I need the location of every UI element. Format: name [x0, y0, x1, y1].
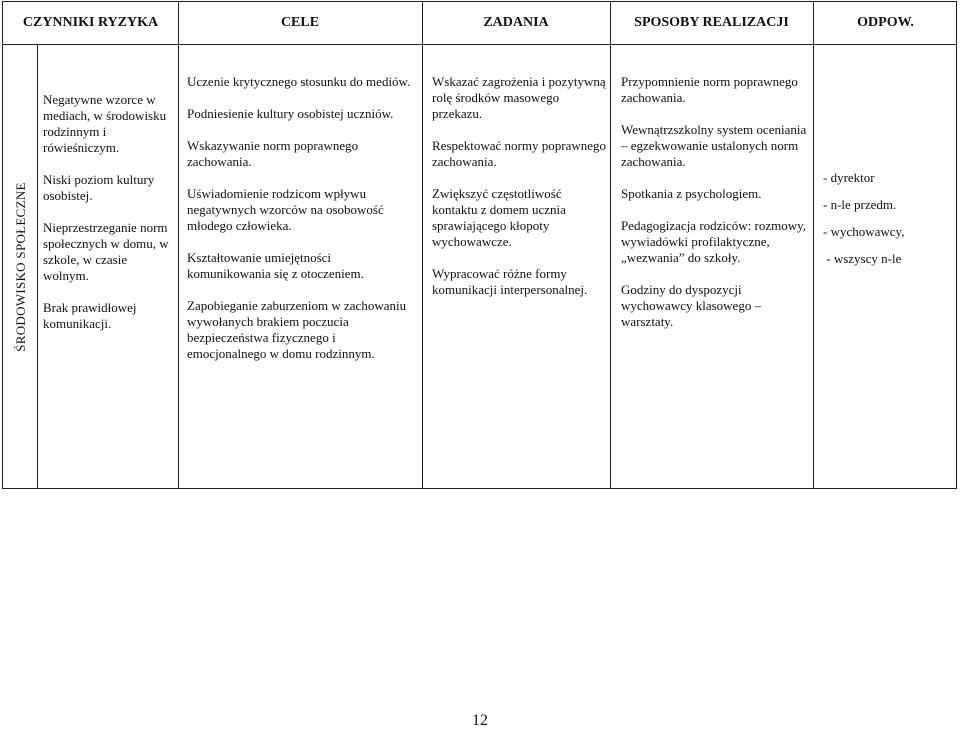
- row-label-text: ŚRODOWISKO SPOŁECZNE: [12, 181, 28, 352]
- plan-table: [2, 1, 957, 489]
- responsible-item: - n-le przedm.: [823, 197, 897, 212]
- responsible-item: - dyrektor: [823, 170, 875, 185]
- task-item: Wypracować różne formy komunikacji interpersonalnej.: [432, 266, 588, 297]
- column-divider-4: [813, 2, 814, 488]
- risk-factor-item: Nieprzestrzeganie norm społecznych w domu, w szkole, w czasie wolnym.: [43, 220, 169, 283]
- header-risk-factors: CZYNNIKI RYZYKA: [22, 15, 159, 30]
- tasks-cell: [432, 74, 606, 298]
- header-responsible: ODPOW.: [857, 15, 914, 30]
- responsible-cell: [823, 170, 955, 267]
- header-tasks: ZADANIA: [483, 15, 549, 30]
- method-item: Przypomnienie norm poprawnego zachowania.: [621, 74, 798, 105]
- goal-item: Uświadomienie rodzicom wpływu negatywnych wzorców na osobowość młodego człowieka.: [187, 186, 384, 233]
- column-divider-2: [422, 2, 423, 488]
- responsible-item: - wszyscy n-le: [823, 251, 902, 266]
- page-number: 12: [472, 712, 488, 729]
- risk-factor-item: Negatywne wzorce w mediach, w środowisku rodzinnym i rówieśniczym.: [43, 92, 167, 155]
- risk-factor-item: Brak prawidłowej komunikacji.: [43, 300, 137, 331]
- task-item: Respektować normy poprawnego zachowania.: [432, 138, 607, 169]
- header-methods: SPOSOBY REALIZACJI: [634, 15, 789, 30]
- risk-factors-cell: [43, 92, 176, 332]
- responsible-item: - wychowawcy,: [823, 224, 905, 239]
- row-label: [3, 45, 38, 488]
- method-item: Wewnątrzszkolny system oceniania – egzekwowanie ustalonych norm zachowania.: [621, 122, 807, 169]
- goal-item: Podniesienie kultury osobistej uczniów.: [187, 106, 394, 121]
- method-item: Pedagogizacja rodziców: rozmowy, wywiadówki profilaktyczne, „wezwania” do szkoły.: [621, 218, 807, 265]
- risk-factor-item: Niski poziom kultury osobistej.: [43, 172, 155, 203]
- task-item: Zwiększyć częstotliwość kontaktu z domem ucznia sprawiającego kłopoty wychowawcze.: [432, 186, 566, 249]
- task-item: Wskazać zagrożenia i pozytywną rolę środków masowego przekazu.: [432, 74, 606, 121]
- column-divider-1: [178, 2, 179, 488]
- goal-item: Uczenie krytycznego stosunku do mediów.: [187, 74, 411, 89]
- column-divider-3: [610, 2, 611, 488]
- header-goals: CELE: [280, 15, 320, 30]
- method-item: Spotkania z psychologiem.: [621, 186, 762, 201]
- method-item: Godziny do dyspozycji wychowawcy klasowego – warsztaty.: [621, 282, 762, 329]
- methods-cell: [621, 74, 809, 330]
- goal-item: Wskazywanie norm poprawnego zachowania.: [187, 138, 359, 169]
- goals-cell: [187, 74, 415, 362]
- goal-item: Kształtowanie umiejętności komunikowania się z otoczeniem.: [187, 250, 364, 281]
- goal-item: Zapobieganie zaburzeniom w zachowaniu wywołanych brakiem poczucia bezpieczeństwa fizycznego i emocjonalnego w domu rodzinnym.: [187, 298, 407, 361]
